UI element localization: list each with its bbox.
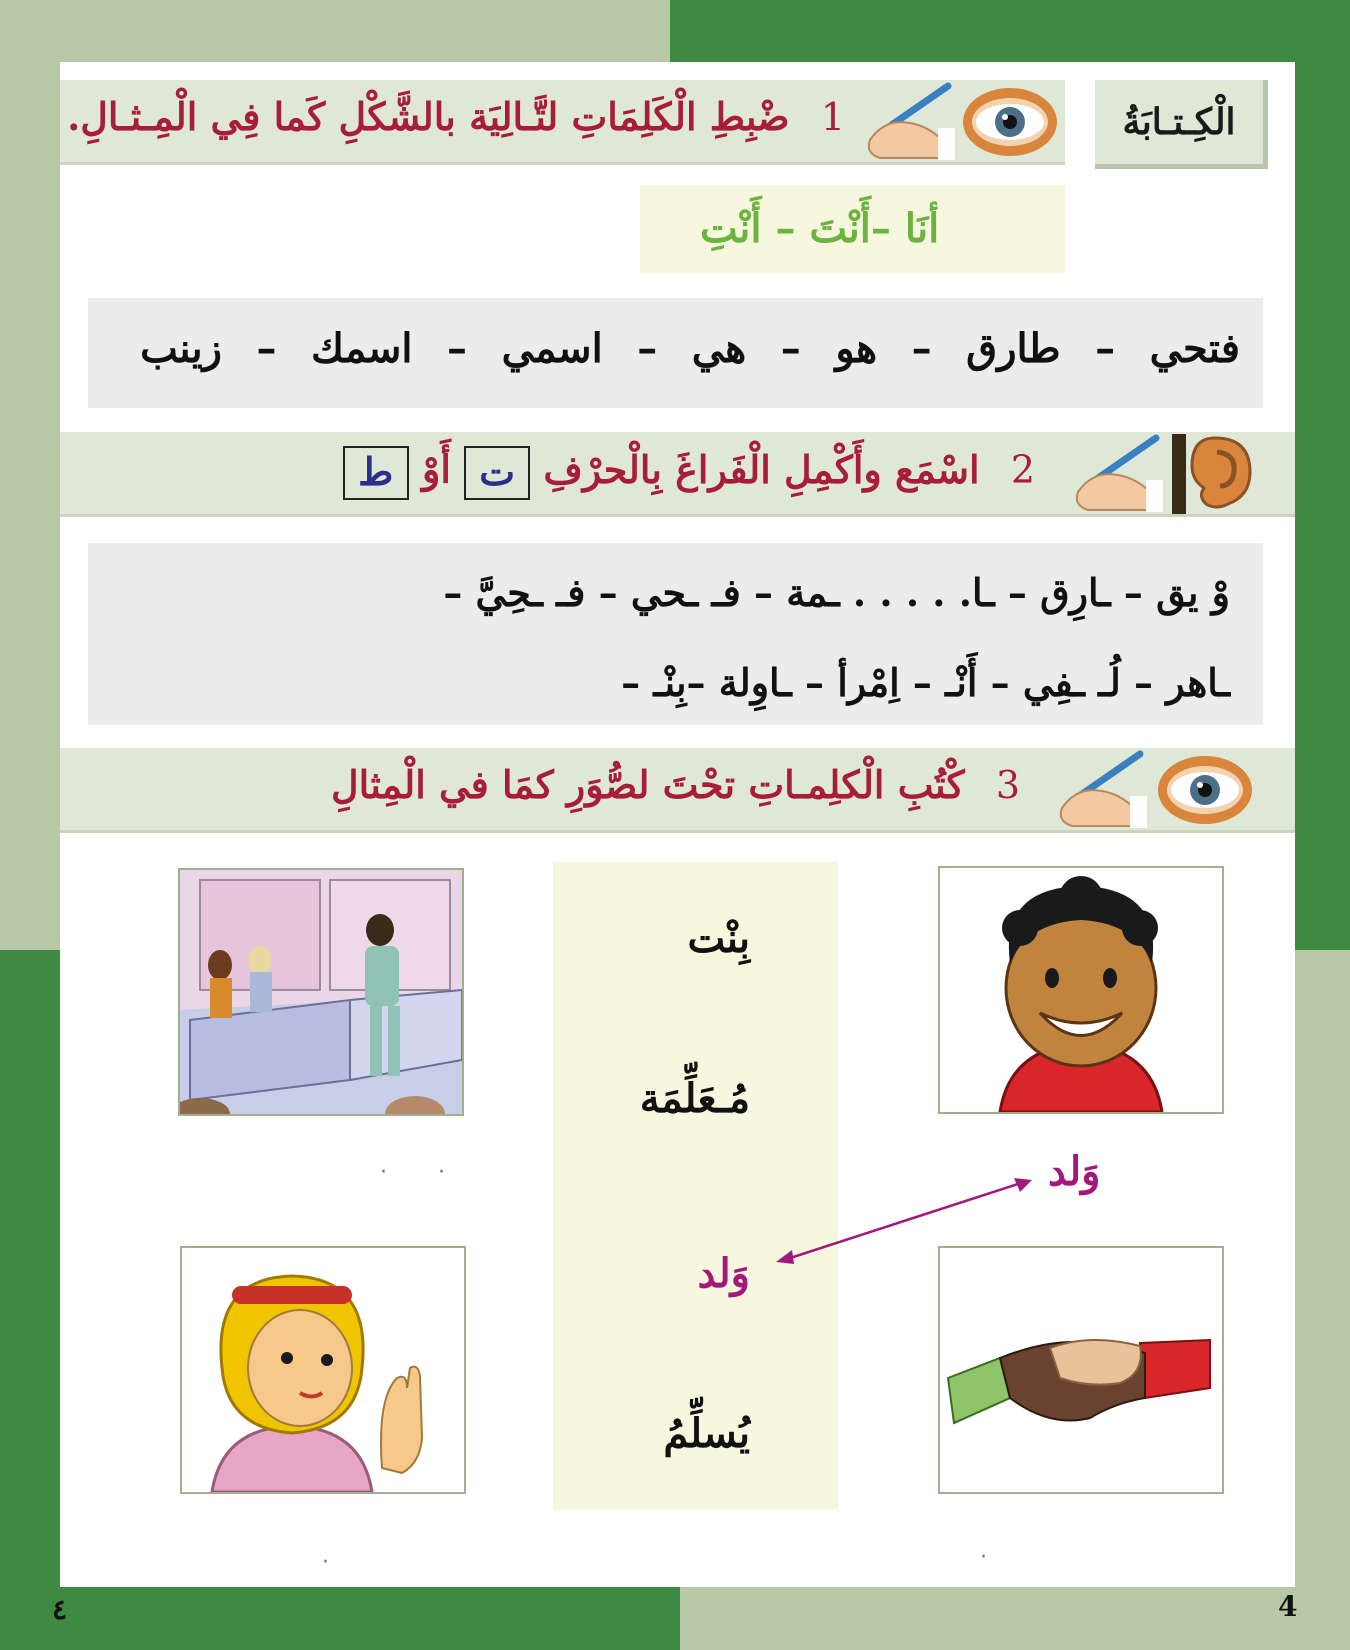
separator: – [447, 325, 468, 372]
answer-dots: · · [380, 1160, 467, 1185]
section-label: الْكِـتـابَةُ [1095, 80, 1268, 169]
page-number-arabic: ٤ [52, 1593, 68, 1626]
word-walad: وَلد [697, 1250, 750, 1297]
separator: – [256, 325, 277, 372]
section3-number: 3 [995, 763, 1020, 807]
word-zaynab: زينب [140, 325, 222, 372]
separator: – [1095, 325, 1116, 372]
teacher-classroom-picture [178, 868, 464, 1116]
handshake-picture [938, 1246, 1224, 1494]
section3-instruction: كْتُبِ الْكلِمـاتِ تحْتَ لصُّوَرِ كمَا في الْمِثالِ [331, 762, 965, 807]
word-muallima: مُـعَلِّمَة [639, 1075, 750, 1122]
word-fathi: فتحي [1149, 325, 1240, 372]
separator: – [911, 325, 932, 372]
example-words: أنَا –أَنْتَ – أَنْتِ [700, 205, 940, 252]
page-number-latin: 4 [1278, 1590, 1298, 1623]
answer-dot-left: · [322, 1550, 351, 1575]
word-ismi: اسمي [501, 325, 603, 372]
writing-hand-icon [850, 78, 955, 160]
word-ismuka: اسمك [311, 325, 413, 372]
section2-row1: وْ يق – ـارِق – ـا. . . . . ـمة – فـ ـحي – فـ ـحِيَّ – [443, 570, 1230, 615]
word-bint: بِنْت [687, 915, 750, 962]
word-yusallimu: يُسلِّمُ [663, 1410, 750, 1457]
section2-instruction: اسْمَع وأَكْمِلِ الْفَراغَ بِالْحرْفِ [543, 446, 980, 492]
separator: – [637, 325, 658, 372]
eye-icon [1155, 752, 1255, 828]
eye-icon [960, 84, 1060, 160]
word-huwa: هو [835, 325, 878, 372]
section2-row2: ـاهر – لُـ ـفِي – أَنْـ – اِمْرأ – ـاوِلة –بِنْـ – [621, 660, 1230, 705]
ear-icon [1172, 434, 1258, 514]
word-hiya: هي [691, 325, 747, 372]
letter-ta-box: ت [464, 446, 530, 500]
section1-number: 1 [820, 95, 845, 139]
writing-hand-icon [1058, 430, 1163, 512]
section1-instruction: ضْبِطِ الْكَلِمَاتِ لتَّـالِيَة بالشَّكْلِ كَما فِي الْمِـثـالِ. [67, 94, 790, 139]
boy-picture [938, 866, 1224, 1114]
section1-title [67, 94, 845, 139]
section2-number: 2 [1010, 447, 1035, 492]
section1-word-list [140, 325, 1240, 385]
example-answer: وَلد [1048, 1148, 1101, 1195]
section3-title [331, 762, 1020, 807]
section2-title [343, 446, 1035, 500]
writing-hand-icon [1042, 746, 1147, 828]
answer-dot-right: · [980, 1545, 1009, 1570]
or-word: أَوْ [421, 446, 451, 492]
letter-tta-box: ط [343, 446, 409, 500]
word-tariq: طارق [966, 325, 1061, 372]
girl-picture [180, 1246, 466, 1494]
separator: – [780, 325, 801, 372]
